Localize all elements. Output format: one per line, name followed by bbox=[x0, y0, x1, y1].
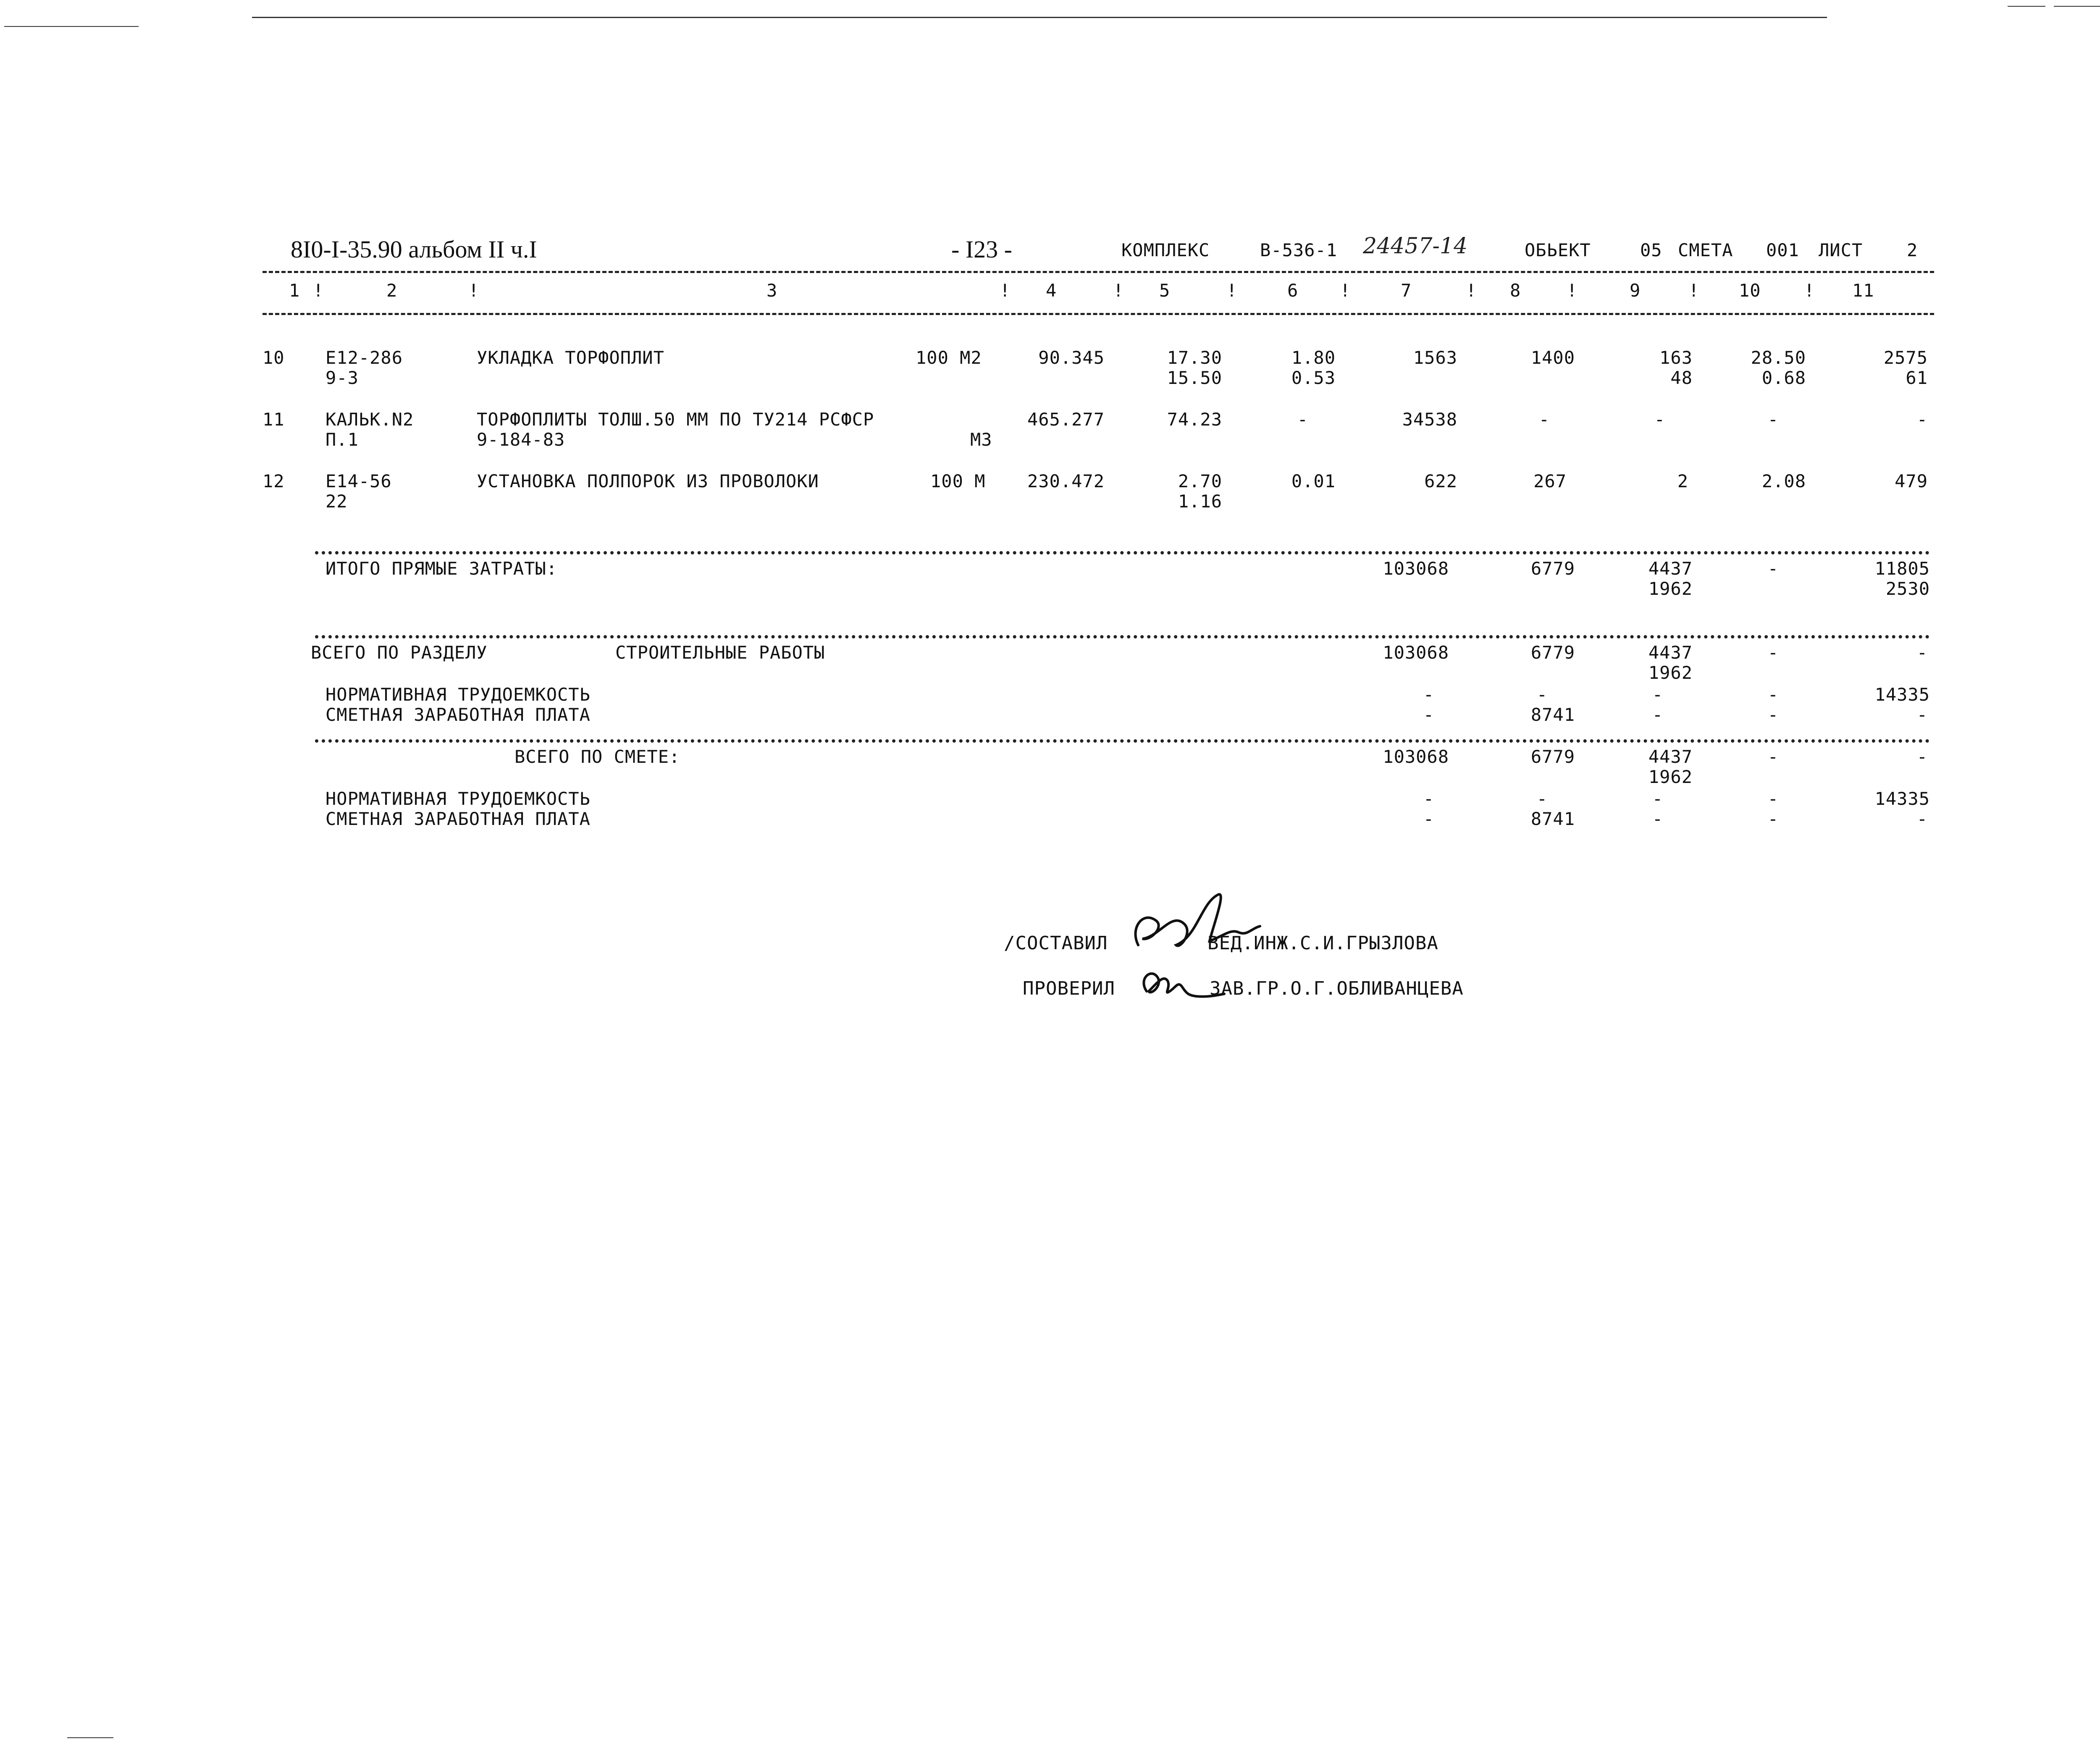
row-col10: - bbox=[1767, 409, 1779, 430]
section-col8: 6779 bbox=[1530, 642, 1575, 663]
col-sep: ! bbox=[1340, 280, 1351, 301]
col-header-6: 6 bbox=[1287, 280, 1299, 301]
scan-edge-line-left bbox=[4, 26, 139, 27]
labor-col9: - bbox=[1652, 788, 1663, 809]
kompleks-label: КОМПЛЕКС bbox=[1121, 240, 1210, 260]
itogo-col11-sub: 2530 bbox=[1885, 578, 1930, 599]
dotted-separator bbox=[315, 739, 1930, 743]
row-name: ТОРФОПЛИТЫ ТОЛШ.50 ММ ПО ТУ214 РСФСР bbox=[477, 409, 874, 430]
dotted-separator bbox=[315, 635, 1930, 638]
compiled-by: ВЕД.ИНЖ.С.И.ГРЫЗЛОВА bbox=[1208, 932, 1438, 954]
row-col6: 0.01 bbox=[1291, 471, 1336, 491]
row-col9: 163 bbox=[1659, 347, 1693, 368]
labor-label: НОРМАТИВНАЯ ТРУДОЕМКОСТЬ bbox=[326, 788, 591, 809]
row-col9: - bbox=[1654, 409, 1665, 430]
col-header-8: 8 bbox=[1510, 280, 1521, 301]
smeta-col8: 6779 bbox=[1530, 746, 1575, 767]
dotted-separator bbox=[315, 551, 1930, 554]
checked-label: ПРОВЕРИЛ bbox=[1023, 978, 1115, 999]
itogo-col8: 6779 bbox=[1530, 558, 1575, 579]
document-title: 8I0-I-35.90 альбом II ч.I bbox=[291, 236, 537, 263]
col-sep: ! bbox=[1000, 280, 1011, 301]
smeta-col10: - bbox=[1767, 746, 1779, 767]
row-col6-sub: 0.53 bbox=[1291, 368, 1336, 388]
col-sep: ! bbox=[313, 280, 324, 301]
section-col11: - bbox=[1916, 642, 1928, 663]
section-col9: 4437 bbox=[1648, 642, 1693, 663]
labor-col8: - bbox=[1536, 684, 1548, 705]
smeta-label: СМЕТА bbox=[1678, 240, 1733, 260]
row-col7: 1563 bbox=[1413, 347, 1457, 368]
sheet-label: ЛИСТ bbox=[1819, 240, 1863, 260]
col-sep: ! bbox=[1567, 280, 1578, 301]
col-sep: ! bbox=[1688, 280, 1700, 301]
row-col6: - bbox=[1297, 409, 1308, 430]
row-number: 12 bbox=[262, 471, 285, 491]
col-header-10: 10 bbox=[1739, 280, 1761, 301]
smeta-col9-sub: 1962 bbox=[1648, 767, 1693, 787]
itogo-col7: 103068 bbox=[1383, 558, 1449, 579]
wage-col9: - bbox=[1652, 809, 1663, 829]
object-label: ОБЬЕКТ bbox=[1525, 240, 1591, 260]
col-header-9: 9 bbox=[1630, 280, 1641, 301]
col-header-11: 11 bbox=[1852, 280, 1874, 301]
wage-col10: - bbox=[1767, 704, 1779, 725]
row-col9: 2 bbox=[1677, 471, 1688, 491]
checked-by: ЗАВ.ГР.О.Г.ОБЛИВАНЦЕВА bbox=[1210, 978, 1464, 999]
row-name: УСТАНОВКА ПОЛПОРОК ИЗ ПРОВОЛОКИ bbox=[477, 471, 819, 491]
labor-col11: 14335 bbox=[1874, 684, 1930, 705]
row-unit: 100 М2 bbox=[916, 347, 982, 368]
row-col4: 230.472 bbox=[1027, 471, 1105, 491]
col-sep: ! bbox=[1113, 280, 1124, 301]
wage-label: СМЕТНАЯ ЗАРАБОТНАЯ ПЛАТА bbox=[326, 704, 591, 725]
row-col10-sub: 0.68 bbox=[1761, 368, 1806, 388]
labor-col11: 14335 bbox=[1874, 788, 1930, 809]
itogo-col9: 4437 bbox=[1648, 558, 1693, 579]
row-name: УКЛАДКА ТОРФОПЛИТ bbox=[477, 347, 664, 368]
scan-edge-line-right-2 bbox=[2054, 6, 2100, 7]
handwritten-code: 24457-14 bbox=[1363, 234, 1468, 259]
row-code-sub: П.1 bbox=[326, 429, 359, 450]
row-code-sub: 22 bbox=[326, 491, 348, 512]
row-col5-sub: 15.50 bbox=[1167, 368, 1222, 388]
row-col11: 2575 bbox=[1883, 347, 1928, 368]
row-unit: М3 bbox=[970, 429, 992, 450]
row-code-sub: 9-3 bbox=[326, 368, 359, 388]
wage-col8: 8741 bbox=[1530, 704, 1575, 725]
itogo-col9-sub: 1962 bbox=[1648, 578, 1693, 599]
section-total-label: ВСЕГО ПО РАЗДЕЛУ bbox=[311, 642, 488, 663]
kompleks-value: В-536-1 bbox=[1260, 240, 1338, 260]
section-col10: - bbox=[1767, 642, 1779, 663]
col-header-7: 7 bbox=[1401, 280, 1412, 301]
smeta-col7: 103068 bbox=[1383, 746, 1449, 767]
wage-col11: - bbox=[1916, 704, 1928, 725]
labor-col7: - bbox=[1423, 684, 1434, 705]
col-sep: ! bbox=[1466, 280, 1477, 301]
col-header-4: 4 bbox=[1046, 280, 1057, 301]
row-col6: 1.80 bbox=[1291, 347, 1336, 368]
row-code: Е14-56 bbox=[326, 471, 392, 491]
row-col5: 74.23 bbox=[1167, 409, 1222, 430]
header-rule-bottom bbox=[262, 313, 1934, 315]
wage-col10: - bbox=[1767, 809, 1779, 829]
row-col8: - bbox=[1538, 409, 1550, 430]
labor-col9: - bbox=[1652, 684, 1663, 705]
col-header-3: 3 bbox=[766, 280, 778, 301]
col-header-5: 5 bbox=[1159, 280, 1171, 301]
scan-edge-line-top bbox=[252, 17, 1827, 18]
col-sep: ! bbox=[1226, 280, 1238, 301]
row-number: 11 bbox=[262, 409, 285, 430]
smeta-total-label: ВСЕГО ПО СМЕТЕ: bbox=[514, 746, 680, 767]
section-name: СТРОИТЕЛЬНЫЕ РАБОТЫ bbox=[615, 642, 825, 663]
sheet-value: 2 bbox=[1907, 240, 1918, 260]
row-unit: 100 М bbox=[930, 471, 986, 491]
page-number: - I23 - bbox=[951, 236, 1012, 263]
itogo-col11: 11805 bbox=[1874, 558, 1930, 579]
wage-col8: 8741 bbox=[1530, 809, 1575, 829]
smeta-col9: 4437 bbox=[1648, 746, 1693, 767]
row-col5: 17.30 bbox=[1167, 347, 1222, 368]
row-col8: 267 bbox=[1533, 471, 1567, 491]
row-code: КАЛЬК.N2 bbox=[326, 409, 414, 430]
labor-col7: - bbox=[1423, 788, 1434, 809]
row-col7: 622 bbox=[1424, 471, 1457, 491]
row-col7: 34538 bbox=[1402, 409, 1457, 430]
object-value: 05 bbox=[1640, 240, 1662, 260]
smeta-value: 001 bbox=[1766, 240, 1799, 260]
row-col8: 1400 bbox=[1530, 347, 1575, 368]
scan-edge-line-bottom bbox=[67, 1737, 113, 1738]
wage-label: СМЕТНАЯ ЗАРАБОТНАЯ ПЛАТА bbox=[326, 809, 591, 829]
scan-edge-line-right bbox=[2008, 6, 2045, 7]
row-col11-sub: 61 bbox=[1906, 368, 1928, 388]
row-col10: 28.50 bbox=[1751, 347, 1806, 368]
itogo-col10: - bbox=[1767, 558, 1779, 579]
col-header-1: 1 bbox=[289, 280, 300, 301]
row-col4: 465.277 bbox=[1027, 409, 1105, 430]
row-col9-sub: 48 bbox=[1670, 368, 1693, 388]
wage-col7: - bbox=[1423, 809, 1434, 829]
col-header-2: 2 bbox=[386, 280, 398, 301]
wage-col9: - bbox=[1652, 704, 1663, 725]
row-code: Е12-286 bbox=[326, 347, 403, 368]
section-col9-sub: 1962 bbox=[1648, 662, 1693, 683]
labor-label: НОРМАТИВНАЯ ТРУДОЕМКОСТЬ bbox=[326, 684, 591, 705]
row-number: 10 bbox=[262, 347, 285, 368]
col-sep: ! bbox=[1804, 280, 1815, 301]
header-rule-top bbox=[262, 271, 1934, 273]
section-col7: 103068 bbox=[1383, 642, 1449, 663]
labor-col8: - bbox=[1536, 788, 1548, 809]
row-col11: 479 bbox=[1895, 471, 1928, 491]
smeta-col11: - bbox=[1916, 746, 1928, 767]
labor-col10: - bbox=[1767, 684, 1779, 705]
compiled-label: /СОСТАВИЛ bbox=[1004, 932, 1108, 954]
col-sep: ! bbox=[468, 280, 480, 301]
itogo-label: ИТОГО ПРЯМЫЕ ЗАТРАТЫ: bbox=[326, 558, 558, 579]
wage-col11: - bbox=[1916, 809, 1928, 829]
row-col11: - bbox=[1916, 409, 1928, 430]
labor-col10: - bbox=[1767, 788, 1779, 809]
row-col5: 2.70 bbox=[1178, 471, 1222, 491]
row-col10: 2.08 bbox=[1761, 471, 1806, 491]
row-name-sub: 9-184-83 bbox=[477, 429, 565, 450]
row-col4: 90.345 bbox=[1038, 347, 1105, 368]
row-col5-sub: 1.16 bbox=[1178, 491, 1222, 512]
wage-col7: - bbox=[1423, 704, 1434, 725]
